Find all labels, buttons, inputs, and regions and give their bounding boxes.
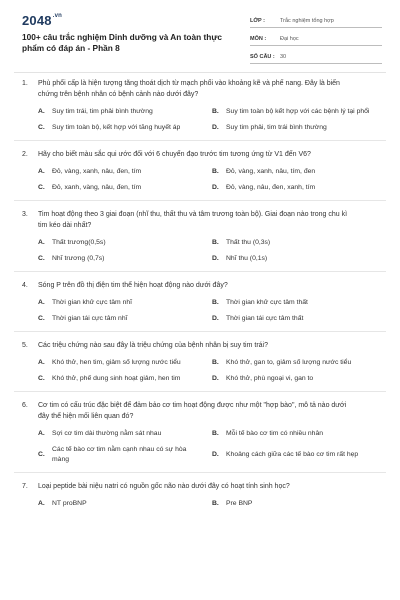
answer-option[interactable] [212,238,378,248]
option-text: Suy tim toàn bộ kết hợp với các bệnh lý tại phổi [226,108,370,115]
question-body: Sóng P trên đồ thị điện tim thể hiện hoạt động nào dưới đây? [38,282,228,289]
meta-label: MÔN : [250,35,267,42]
question-text [22,149,378,160]
option-text: Các tế bào cơ tim nằm cạnh nhau có sự hòa màng [52,446,187,463]
answer-option[interactable] [38,374,204,384]
question-separator [14,331,386,332]
question-number: 1. [22,80,28,87]
question-number: 7. [22,483,28,490]
option-text: Khó thở, phế dung sinh hoạt giảm, hen tim [52,375,181,382]
meta-label: SỐ CÂU : [250,53,275,60]
answer-option[interactable] [212,123,378,133]
option-letter: B. [212,430,219,437]
option-text: Thời gian tái cực tâm nhĩ [52,315,128,322]
option-letter: B. [212,500,219,507]
answer-option[interactable] [38,167,204,177]
meta-row-class [250,14,382,28]
answer-option[interactable] [38,445,204,465]
option-text: Suy tim toàn bộ, kết hợp với tăng huyết áp [52,124,181,131]
option-letter: A. [38,359,45,366]
option-letter: A. [38,430,45,437]
option-letter: D. [212,124,219,131]
option-letter: A. [38,168,45,175]
question-block [0,400,400,465]
question-text [22,481,378,492]
option-letter: A. [38,299,45,306]
question-block [0,78,400,133]
option-letter: B. [212,108,219,115]
option-text: Đỏ, xanh, vàng, nâu, đen, tím [52,184,142,191]
option-text: Nhĩ thu (0,1s) [226,255,268,262]
question-separator [14,391,386,392]
question-text [22,280,378,291]
document-header [0,0,400,72]
answer-options [38,107,378,133]
answer-options [38,167,378,193]
option-text: Khó thở, hen tim, giảm số lượng nước tiểu [52,359,181,366]
option-letter: D. [212,255,219,262]
question-number: 4. [22,282,28,289]
answer-option[interactable] [38,183,204,193]
answer-options [38,298,378,324]
meta-value: Trắc nghiệm tổng hợp [280,17,334,24]
question-block [0,149,400,193]
meta-value: 30 [280,53,287,60]
answer-option[interactable] [212,298,378,308]
answer-option[interactable] [38,254,204,264]
answer-options [38,499,378,509]
question-block [0,340,400,384]
option-letter: D. [212,375,219,382]
answer-option[interactable] [38,107,204,117]
header-divider [14,72,386,73]
question-body: Loại peptide bài niệu natri có nguồn gốc não nào dưới đây có hoạt tính sinh học? [38,483,290,490]
question-body: Phù phổi cấp là hiện tượng tăng thoát dịch từ mạch phổi vào khoảng kẽ và phế nang. Đây là biến chứng trên bệnh nhân có bệnh cảnh nào dưới đây? [38,80,340,98]
option-text: Suy tim trái, tim phải bình thường [52,108,153,115]
answer-options [38,238,378,264]
question-separator [14,140,386,141]
answer-option[interactable] [212,445,378,465]
option-letter: B. [212,299,219,306]
option-letter: C. [38,255,45,262]
answer-option[interactable] [212,314,378,324]
option-text: Sợi cơ tim dài thường nằm sát nhau [52,430,162,437]
option-text: Mỗi tế bào cơ tim có nhiều nhân [226,430,324,437]
option-text: Suy tim phải, tim trái bình thường [226,124,327,131]
option-letter: C. [38,375,45,382]
meta-row-count [250,50,382,64]
answer-option[interactable] [38,499,204,509]
question-number: 5. [22,342,28,349]
option-text: Khó thở, gan to, giảm số lượng nước tiểu [226,359,352,366]
answer-option[interactable] [212,167,378,177]
question-block [0,481,400,509]
option-text: Thời gian tái cực tâm thất [226,315,304,322]
question-number: 2. [22,151,28,158]
answer-option[interactable] [212,358,378,368]
answer-option[interactable] [212,183,378,193]
option-letter: C. [38,315,45,322]
option-letter: C. [38,124,45,131]
option-text: Thời gian khử cực tâm thất [226,299,308,306]
option-text: Thất trương(0,5s) [52,239,106,246]
answer-option[interactable] [212,374,378,384]
question-body: Hãy cho biết màu sắc qui ước đối với 6 chuyển đạo trước tim tương ứng từ V1 đến V6? [38,151,311,158]
option-text: Khó thở, phù ngoại vi, gan to [226,375,314,382]
option-letter: C. [38,451,45,458]
answer-option[interactable] [212,254,378,264]
answer-option[interactable] [38,358,204,368]
option-text: Nhĩ trương (0,7s) [52,255,105,262]
option-letter: D. [212,451,219,458]
answer-option[interactable] [38,123,204,133]
option-letter: D. [212,184,219,191]
question-body: Các triệu chứng nào sau đây là triệu chứng của bệnh nhân bị suy tim trái? [38,342,269,349]
answer-option[interactable] [212,107,378,117]
question-body: Tim hoạt động theo 3 giai đoạn (nhĩ thu, thất thu và tâm trương toàn bộ). Giai đoạn nào trong chu kì tim kéo dài nhất? [38,211,348,229]
question-separator [14,271,386,272]
question-text [22,400,378,422]
answer-option[interactable] [38,429,204,439]
answer-option[interactable] [38,314,204,324]
option-text: Đỏ, vàng, nâu, đen, xanh, tím [226,184,316,191]
option-letter: B. [212,359,219,366]
option-letter: A. [38,108,45,115]
answer-option[interactable] [212,429,378,439]
option-letter: D. [212,315,219,322]
option-letter: B. [212,239,219,246]
document-title: 100+ câu trắc nghiệm Dinh dưỡng và An toàn thực phẩm có đáp án - Phần 8 [22,32,222,53]
option-text: NT proBNP [52,500,87,507]
question-text [22,78,378,100]
option-text: Khoảng cách giữa các tế bào cơ tim rất hẹp [226,451,359,458]
option-letter: A. [38,500,45,507]
question-list [0,78,400,509]
question-separator [14,472,386,473]
option-letter: C. [38,184,45,191]
meta-value: Đại học [280,35,299,42]
answer-options [38,358,378,384]
answer-option[interactable] [212,499,378,509]
meta-row-subject [250,32,382,46]
meta-label: LỚP : [250,17,265,24]
answer-option[interactable] [38,298,204,308]
meta-info [250,14,382,68]
option-letter: A. [38,239,45,246]
question-block [0,209,400,264]
answer-options [38,429,378,465]
question-text [22,209,378,231]
question-body: Cơ tim có cấu trúc đặc biệt để đảm bảo cơ tim hoạt động được như một "hợp bào", mô tả nào dưới đây thể hiện mối liên quan đó? [38,402,347,420]
option-text: Thời gian khử cực tâm nhĩ [52,299,133,306]
option-text: Đỏ, vàng, xanh, nâu, tím, đen [226,168,316,175]
option-letter: B. [212,168,219,175]
question-block [0,280,400,324]
question-number: 6. [22,402,28,409]
question-text [22,340,378,351]
option-text: Thất thu (0,3s) [226,239,271,246]
site-logo[interactable]: $2048^{.vn}$ [22,13,63,28]
question-number: 3. [22,211,28,218]
option-text: Pre BNP [226,500,253,507]
option-text: Đỏ, vàng, xanh, nâu, đen, tím [52,168,142,175]
answer-option[interactable] [38,238,204,248]
question-separator [14,200,386,201]
